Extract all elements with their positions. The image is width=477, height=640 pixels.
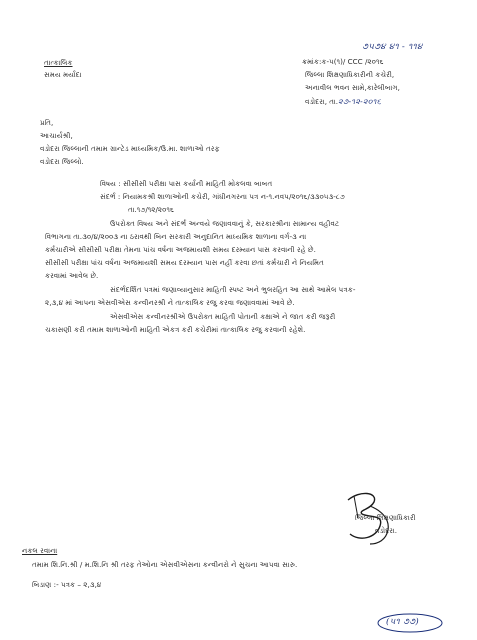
city-date-prefix: વડોદરા, તા. xyxy=(305,97,339,106)
recipient-title: આચાર્યશ્રી, xyxy=(40,131,73,140)
copy-line: તમામ શિ.નિ.શ્રી / મ.શિ.નિ શ્રી તરફ તેઓના એસવીએસના કન્વીનરો ને સુચના આપવા સારુ. xyxy=(32,560,298,569)
recipient-to: પ્રતિ, xyxy=(40,118,54,127)
para3-line1: એસવીએસ કન્વીનરશ્રીએ ઉપરોક્ત માહિતી પોતાની કક્ષાએ ને જાત કરી જરૂરી xyxy=(110,312,336,321)
enclosure-line: બિડાણ :- પત્રક – ૨,૩,૪ xyxy=(32,580,102,589)
handwritten-reference: ૭૫૭૪ ૪૧ - ૧૧૪ xyxy=(362,42,423,52)
handwritten-date: ૨૭-૧૨-૨૦૧૬ xyxy=(338,97,382,106)
para1-line5: કરવામાં આવેલ છે. xyxy=(45,271,99,280)
copy-heading: નકલ રવાના xyxy=(22,546,58,555)
city-date xyxy=(305,97,381,106)
page-stamp-text: (૫૧ ૭૭) xyxy=(386,617,419,627)
recipient-line1: વડોદરા જિલ્લાની તમામ ગ્રાન્ટેડ માધ્યમિક/ઉ.મા. શાળાઓ તરફ xyxy=(40,144,220,153)
para3-line2: ચકાસણી કરી તમામ શાળાઓની માહિતી એકત્ર કરી કચેરીમાં તાત્કાલિક રજુ કરવાની રહેશે. xyxy=(45,325,306,334)
para1-line1: ઉપરોક્ત વિષય અને સંદર્ભ અન્વયે જણાવવાનું કે, સરકારશ્રીના સામાન્ય વહીવટ xyxy=(110,219,340,228)
signature-place: વડોદરા. xyxy=(375,526,398,535)
para2-line1: સંદર્ભદર્શિત પત્રમાં જણાવ્યાનુસાર માહિતી સ્પષ્ટ અને ભુલરહિત આ સાથે આમેલ પત્રક- xyxy=(110,285,356,294)
para1-line2: વિભાગના તા.૩૦/૪/૨૦૦૩ ના ઠરાવથી બિન સરકારી અનુદાનિત માધ્યમિક શાળાના વર્ગ-૩ ના xyxy=(45,232,307,241)
urgent-label: તાત્કાલિક xyxy=(44,58,73,67)
reference-line2: તા.૧૭/૧૨/૨૦૧૬ xyxy=(128,205,175,214)
letter-number: ક્રમાંક:ક-૫(૧)/ CCC /૨૦૧૬ xyxy=(302,57,384,66)
signature-designation: જિલ્લા શિક્ષણાધિકારી xyxy=(355,513,416,522)
recipient-line2: વડોદરા જિલ્લો. xyxy=(40,157,84,166)
subject-line: વિષય : સીસીસી પરીક્ષા પાસ કર્યાની માહિતી મોકલવા બાબત xyxy=(100,179,273,188)
office-name: જિલ્લા શિક્ષણાધિકારીની કચેરી, xyxy=(305,70,395,79)
reference-line1: સંદર્ભ : નિયામકશ્રી શાળાઓની કચેરી, ગાંધીનગરના પત્ર ન-૧.નવપ/૨૦૧૬/૩૩૦૫૩-૮૭ xyxy=(100,192,345,201)
para2-line2: ૨,૩,૪ માં આપના એસવીએસ કન્વીનરશ્રી ને તાત્કાલિક રજુ કરવા જણાવવામાં આવે છે. xyxy=(45,298,295,307)
para1-line3: કર્મચારીએ સીસીસી પરીક્ષા તેમના પાંચ વર્ષના અજમાયશી સમય દરમ્યાન પાસ કરવાની રહે છે. xyxy=(45,245,316,254)
office-address: અનાવીલ ભવન સામે,કારેલીબાગ, xyxy=(305,83,400,92)
time-limit-label: સમય મર્યાદા xyxy=(44,70,82,79)
para1-line4: સીસીસી પરીક્ષા પાંચ વર્ષના અજમાયશી સમય દરમ્યાન પાસ નહીં કરવા છતાં કર્મચારી ને નિયમિત xyxy=(45,258,324,267)
